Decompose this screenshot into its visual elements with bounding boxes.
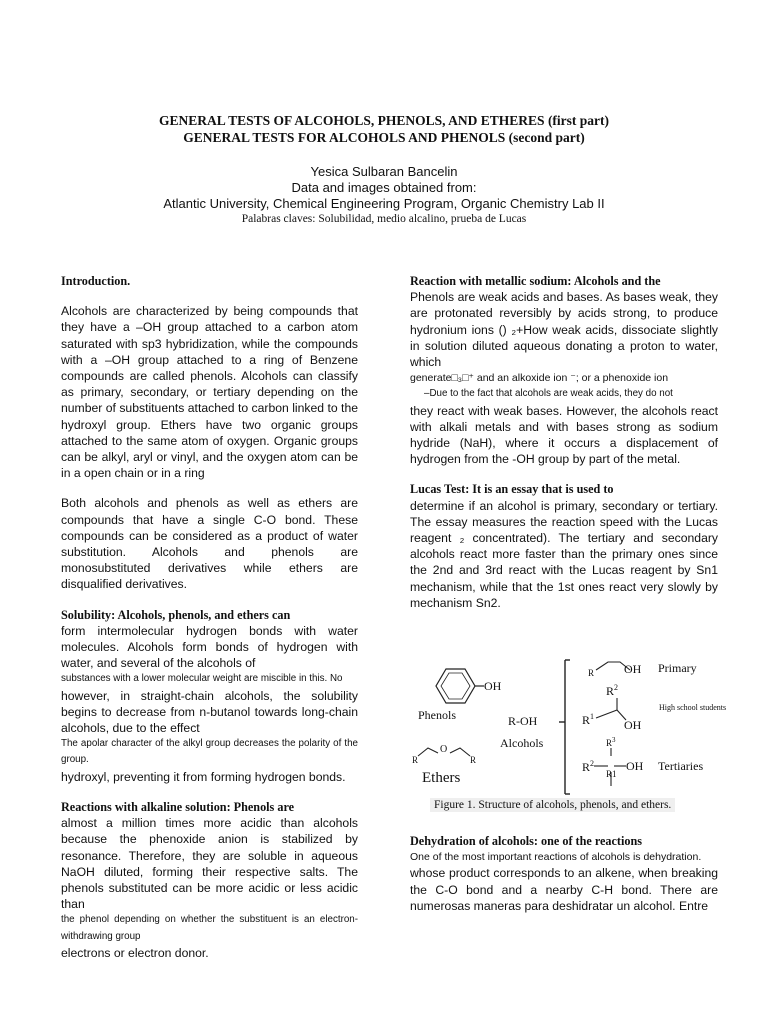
tertiary-r3-sup: 3 — [612, 736, 616, 744]
sodium-text-1: Phenols are weak acids and bases. As bases weak, they are protonated reversibly by acids strong, to produce hydronium ions () ₂+How weak acids, dissociate slightly in solution diluted aqueous donating a proton to water, which — [410, 290, 718, 370]
tertiary-r2 — [582, 759, 594, 775]
tertiary-r3 — [606, 736, 616, 748]
secondary-oh: OH — [624, 718, 642, 732]
dehydration-section — [410, 833, 718, 914]
figure-caption: Figure 1. Structure of alcohols, phenols, and ethers. — [430, 798, 675, 812]
intro-paragraph: Alcohols are characterized by being compounds that they have a –OH group attached to a carbon atom saturated with sp3 hybridization, while the compounds with a –OH group attached to a ring of Benzene compounds are called phenols. Alcohols can classify as primary, secondary, or tertiary depending on the number of substituents attached to carbon linked to the hydroxyl group. Ethers have two organic groups attached to the same atom of oxygen. Organic groups can be alkyl, aryl or vinyl, and the oxygen atom can be in a open chain or in a ring — [61, 304, 358, 481]
solubility-text-1: form intermolecular hydrogen bonds with water molecules. Alcohols form bonds of hydrogen with water, and several of the alcohols of — [61, 623, 358, 671]
left-column — [61, 273, 358, 961]
primary-r: R — [588, 668, 595, 678]
dehydration-heading: Dehydration of alcohols: one of the reactions — [410, 834, 642, 848]
structure-drawing — [410, 652, 740, 818]
primary-oh: OH — [624, 662, 642, 676]
secondary-r1 — [582, 712, 594, 728]
sodium-small-2: –Due to the fact that alcohols are weak acids, they do not — [424, 388, 673, 400]
title-line-1: GENERAL TESTS OF ALCOHOLS, PHENOLS, AND ETHERES (first part) — [158, 113, 610, 128]
compounds-paragraph: Both alcohols and phenols as well as ethers are compounds that have a single C-O bond. These compounds can be considered as a product of water substitution. Alcohols and phenols are monosubstituted derivatives while ethers are disqualified derivatives. — [61, 496, 358, 592]
classification-brace — [559, 660, 570, 794]
ether-r-left: R — [412, 755, 419, 765]
tertiary-oh: OH — [626, 759, 644, 773]
dehydration-small: One of the most important reactions of alcohols is dehydration. — [410, 851, 702, 864]
secondary-r2 — [606, 683, 618, 699]
ether-r-right: R — [470, 755, 477, 765]
phenol-oh-label: OH — [484, 679, 502, 693]
secondary-r1-sup: 1 — [590, 712, 595, 721]
tertiary-r3-letter: R — [606, 738, 613, 748]
keywords-line: Palabras claves: Solubilidad, medio alcalino, prueba de Lucas — [241, 213, 527, 225]
affiliation-line: Atlantic University, Chemical Engineering Program, Organic Chemistry Lab II — [163, 196, 605, 211]
primary-label: Primary — [658, 661, 697, 675]
tertiary-r2-sup: 2 — [590, 759, 595, 768]
figure-1 — [410, 652, 740, 818]
lucas-heading: Lucas Test: It is an essay that is used to — [410, 482, 614, 497]
dehydration-text: whose product corresponds to an alkene, when breaking the C-O bond and a nearby C-H bond. There are numerosas maneras para deshidratar un alcohol. Entre — [410, 866, 718, 913]
phenols-label: Phenols — [418, 708, 457, 722]
title-line-2: GENERAL TESTS FOR ALCOHOLS AND PHENOLS (second part) — [183, 130, 585, 145]
secondary-r2-letter: R — [606, 684, 615, 698]
solubility-heading: Solubility: Alcohols, phenols, and ethers can — [61, 607, 291, 622]
author-name: Yesica Sulbaran Bancelin — [310, 164, 458, 179]
roh-label: R-OH — [508, 714, 538, 728]
sodium-heading: Reaction with metallic sodium: Alcohols and the — [410, 274, 661, 288]
secondary-note: High school students — [659, 703, 727, 712]
sodium-small-1: generate□₃□⁺ and an alkoxide ion ⁻; or a phenoxide ion — [410, 372, 669, 385]
tertiary-r1: R1 — [606, 769, 617, 779]
secondary-r2-sup: 2 — [614, 683, 619, 692]
alkaline-text-2: electrons or electron donor. — [61, 945, 209, 960]
lucas-text: determine if an alcohol is primary, secondary or tertiary. The essay measures the reaction speed with the Lucas reagent ₂ concentrated). The tertiary and secondary alcohols react more faster than the primary ones since the 2nd and 3rd react with the Lucas reagent by Sn1 mechanism, while that the 1st ones react very slowly by mechanism Sn2. — [410, 498, 718, 610]
intro-heading: Introduction. — [61, 274, 131, 288]
benzene-ring — [436, 669, 484, 703]
secondary-r1-letter: R — [582, 713, 591, 727]
data-source-line: Data and images obtained from: — [291, 180, 477, 195]
solubility-text-3: hydroxyl, preventing it from forming hydrogen bonds. — [61, 769, 346, 784]
alkaline-heading: Reactions with alkaline solution: Phenols are — [61, 799, 295, 814]
ether-o: O — [440, 744, 448, 755]
right-column — [410, 273, 718, 611]
paper-header — [0, 112, 768, 226]
tertiary-r2-letter: R — [582, 760, 591, 774]
sodium-text-2: they react with weak bases. However, the alcohols react with alkali metals and with bases strong as sodium hydride (NaH), where it occurs a displacement of hydrogen from the -OH group by part of the metal. — [410, 403, 718, 467]
tertiaries-label: Tertiaries — [658, 759, 704, 773]
alcohols-label: Alcohols — [500, 736, 544, 750]
alkaline-text-1: almost a million times more acidic than alcohols because the phenoxide anion is stabilized by resonance. Therefore, they are soluble in aqueous NaOH diluted, forming their respective salts. The phenols substituted can be more acidic or less acidic than — [61, 816, 358, 912]
ethers-label: Ethers — [422, 770, 461, 786]
solubility-text-2: however, in straight-chain alcohols, the solubility begins to decrease from n-butanol towards long-chain alcohols, due to the effect — [61, 688, 358, 736]
alkaline-small: the phenol depending on whether the substituent is an electron-withdrawing group — [61, 914, 358, 942]
solubility-small-2: The apolar character of the alkyl group decreases the polarity of the group. — [61, 738, 358, 766]
solubility-small-1: substances with a lower molecular weight are miscible in this. No — [61, 673, 343, 685]
